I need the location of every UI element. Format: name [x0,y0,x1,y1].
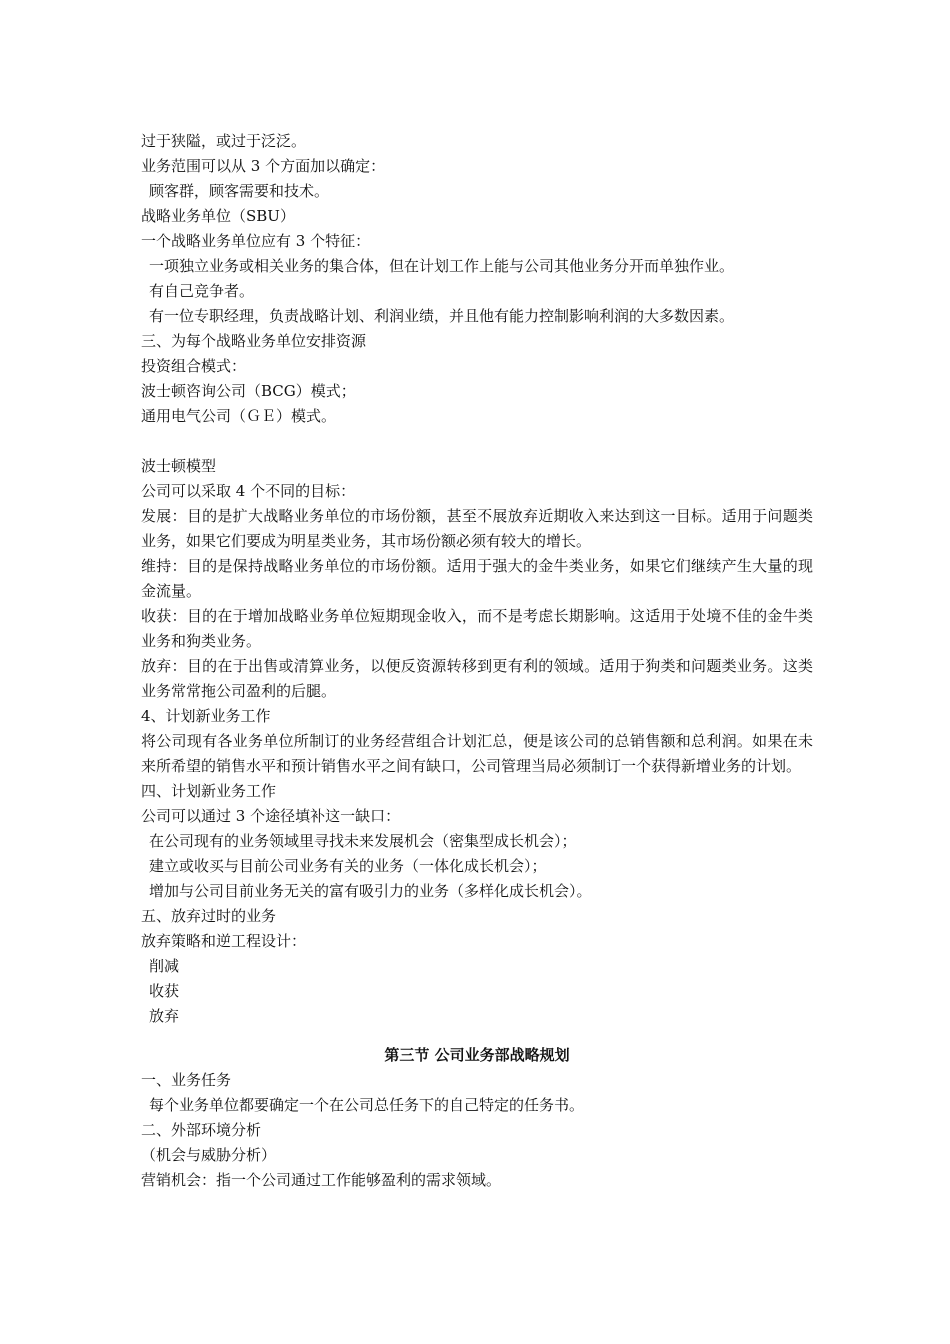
list-item: 削减 [149,957,180,975]
paragraph: 将公司现有各业务单位所制订的业务经营组合计划汇总，便是该公司的总销售额和总利润。如果在未来所希望的销售水平和预计销售水平之间有缺口，公司管理当局必须制订一个获得新增业务的计划。 [141,732,813,775]
text-line: 一个战略业务单位应有 3 个特征： [141,232,371,250]
text-line: 业务范围可以从 3 个方面加以确定： [141,157,386,175]
spacer [141,429,813,454]
text-line: 投资组合模式： [141,357,247,375]
list-item: 放弃 [149,1007,180,1025]
section-heading: 四、计划新业务工作 [141,782,277,800]
list-item: 每个业务单位都要确定一个在公司总任务下的自己特定的任务书。 [149,1096,585,1114]
section-heading: 二、外部环境分析 [141,1121,262,1139]
text-line: 公司可以采取 4 个不同的目标： [141,482,356,500]
paragraph: 放弃：目的在于出售或清算业务，以便反资源转移到更有利的领域。适用于狗类和问题类业务。这类业务常常拖公司盈利的后腿。 [141,657,813,700]
list-item: 增加与公司目前业务无关的富有吸引力的业务（多样化成长机会）。 [149,882,592,900]
text-line: 营销机会：指一个公司通过工作能够盈利的需求领域。 [141,1171,502,1189]
document-body [141,129,813,1193]
text-line: 通用电气公司（ＧＥ）模式。 [141,407,337,425]
text-line: 过于狭隘，或过于泛泛。 [141,132,307,150]
section-heading: 一、业务任务 [141,1071,232,1089]
paragraph: 维持：目的是保持战略业务单位的市场份额。适用于强大的金牛类业务，如果它们继续产生大量的现金流量。 [141,557,813,600]
text-line: 放弃策略和逆工程设计： [141,932,307,950]
spacer [141,1029,813,1043]
list-item: 顾客群，顾客需要和技术。 [149,182,330,200]
section-heading: 三、为每个战略业务单位安排资源 [141,332,367,350]
list-item: 收获 [149,982,180,1000]
text-line: 公司可以通过 3 个途径填补这一缺口： [141,807,401,825]
list-item: 有自己竞争者。 [149,282,255,300]
section-heading: 五、放弃过时的业务 [141,907,277,925]
text-line: 波士顿咨询公司（BCG）模式； [141,382,356,400]
list-item: 有一位专职经理，负责战略计划、利润业绩，并且他有能力控制影响利润的大多数因素。 [149,307,735,325]
chapter-heading: 第三节 公司业务部战略规划 [384,1046,570,1064]
section-subtitle: 波士顿模型 [141,457,217,475]
paragraph: 发展：目的是扩大战略业务单位的市场份额，甚至不展放弃近期收入来达到这一目标。适用于问题类业务，如果它们要成为明星类业务，其市场份额必须有较大的增长。 [141,507,813,550]
list-item: 在公司现有的业务领域里寻找未来发展机会（密集型成长机会）； [149,832,577,850]
list-item: 建立或收买与目前公司业务有关的业务（一体化成长机会）； [149,857,547,875]
section-subtitle: 战略业务单位（SBU） [141,207,295,225]
section-heading: 4、计划新业务工作 [141,707,271,725]
text-line: （机会与威胁分析） [141,1146,277,1164]
paragraph: 收获：目的在于增加战略业务单位短期现金收入，而不是考虑长期影响。这适用于处境不佳的金牛类业务和狗类业务。 [141,607,813,650]
list-item: 一项独立业务或相关业务的集合体，但在计划工作上能与公司其他业务分开而单独作业。 [149,257,735,275]
